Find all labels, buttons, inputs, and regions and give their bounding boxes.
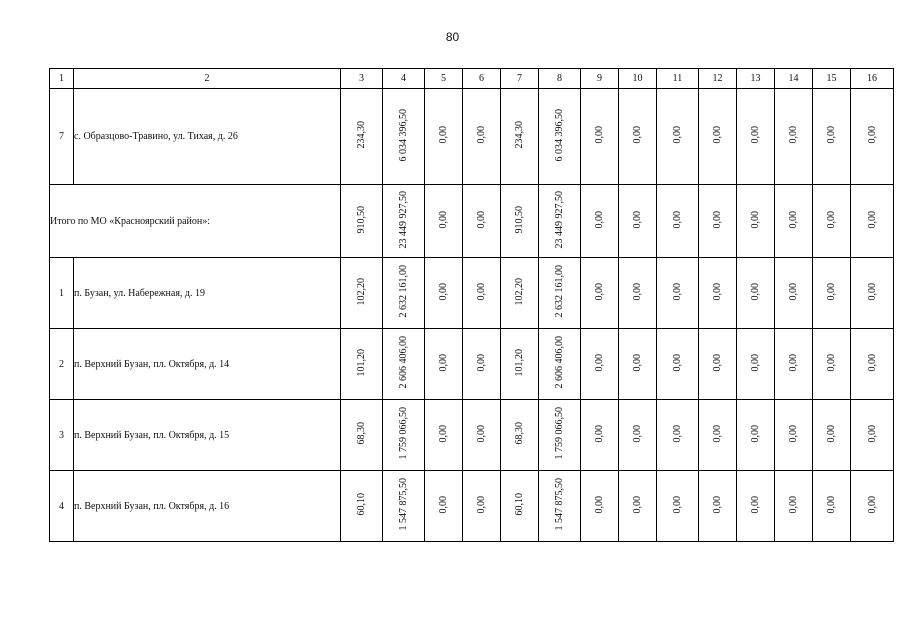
- column-header: 13: [737, 69, 775, 89]
- value-cell: [851, 258, 894, 329]
- value-cell: [851, 400, 894, 471]
- value-text: 2 632 161,00: [398, 265, 409, 318]
- value-text: 60,10: [356, 493, 367, 516]
- value-text: 23 449 927,50: [554, 190, 565, 249]
- value-cell: [813, 329, 851, 400]
- value-cell: [737, 185, 775, 258]
- value-text: 0,00: [712, 353, 723, 372]
- value-text: 0,00: [632, 495, 643, 514]
- value-cell: [341, 471, 383, 542]
- value-cell: [737, 329, 775, 400]
- value-cell: [425, 89, 463, 185]
- value-cell: [813, 185, 851, 258]
- value-text: 2 632 161,00: [554, 265, 565, 318]
- column-header: 12: [699, 69, 737, 89]
- row-number: 1: [50, 258, 74, 329]
- value-cell: [581, 258, 619, 329]
- value-cell: [539, 89, 581, 185]
- row-number: 2: [50, 329, 74, 400]
- value-text: 0,00: [866, 282, 878, 301]
- column-header: 8: [539, 69, 581, 89]
- value-cell: [539, 400, 581, 471]
- value-cell: [619, 400, 657, 471]
- value-text: 910,50: [514, 205, 525, 234]
- value-text: 6 034 396,50: [398, 108, 409, 162]
- value-text: 1 759 066,50: [398, 407, 409, 460]
- column-header: 15: [813, 69, 851, 89]
- header-row: [50, 69, 894, 89]
- column-header: 9: [581, 69, 619, 89]
- value-cell: [813, 400, 851, 471]
- row-number: 3: [50, 400, 74, 471]
- column-header: 5: [425, 69, 463, 89]
- value-cell: [341, 400, 383, 471]
- value-text: 0,00: [672, 282, 683, 301]
- value-cell: [851, 185, 894, 258]
- value-text: 0,00: [632, 424, 643, 443]
- value-text: 0,00: [712, 424, 723, 443]
- value-text: 0,00: [826, 495, 837, 514]
- value-text: 68,30: [514, 422, 525, 445]
- value-text: 0,00: [788, 353, 799, 372]
- value-cell: [539, 185, 581, 258]
- value-cell: [581, 185, 619, 258]
- address-cell: п. Верхний Бузан, пл. Октября, д. 15: [74, 400, 341, 471]
- value-text: 0,00: [594, 495, 605, 514]
- value-cell: [775, 400, 813, 471]
- value-text: 23 449 927,50: [398, 190, 409, 249]
- value-cell: [425, 471, 463, 542]
- value-cell: [501, 329, 539, 400]
- value-cell: [851, 89, 894, 185]
- value-cell: [699, 185, 737, 258]
- value-text: 0,00: [476, 424, 487, 443]
- value-text: 1 759 066,50: [554, 407, 565, 460]
- value-cell: [463, 329, 501, 400]
- value-cell: [383, 258, 425, 329]
- value-cell: [699, 400, 737, 471]
- value-text: 0,00: [788, 495, 799, 514]
- value-text: 60,10: [514, 493, 525, 516]
- value-text: 910,50: [356, 205, 367, 234]
- value-text: 0,00: [438, 353, 449, 372]
- value-text: 0,00: [476, 210, 487, 229]
- value-text: 0,00: [866, 353, 878, 372]
- table-row: [50, 471, 894, 542]
- value-cell: [657, 471, 699, 542]
- value-text: 0,00: [712, 210, 723, 229]
- value-text: 0,00: [788, 126, 799, 144]
- value-text: 0,00: [672, 210, 683, 229]
- value-cell: [341, 89, 383, 185]
- value-cell: [539, 329, 581, 400]
- value-text: 0,00: [750, 353, 761, 372]
- value-text: 0,00: [672, 126, 683, 144]
- column-header: 4: [383, 69, 425, 89]
- value-cell: [425, 185, 463, 258]
- value-text: 101,20: [356, 348, 367, 377]
- value-cell: [539, 258, 581, 329]
- value-text: 0,00: [826, 353, 837, 372]
- column-header: 2: [74, 69, 341, 89]
- value-cell: [463, 258, 501, 329]
- value-cell: [657, 400, 699, 471]
- value-cell: [657, 258, 699, 329]
- value-text: 1 547 875,50: [554, 478, 565, 531]
- address-cell: с. Образцово-Травино, ул. Тихая, д. 26: [74, 89, 341, 185]
- data-table: [49, 68, 894, 542]
- value-cell: [775, 329, 813, 400]
- page-number: 80: [445, 30, 460, 44]
- value-text: 0,00: [750, 424, 761, 443]
- value-text: 101,20: [514, 348, 525, 377]
- value-cell: [737, 400, 775, 471]
- value-text: 0,00: [826, 424, 837, 443]
- value-cell: [501, 258, 539, 329]
- value-cell: [657, 89, 699, 185]
- address-cell: п. Бузан, ул. Набережная, д. 19: [74, 258, 341, 329]
- value-cell: [851, 471, 894, 542]
- value-cell: [619, 185, 657, 258]
- value-cell: [383, 471, 425, 542]
- value-text: 0,00: [866, 210, 878, 229]
- value-cell: [501, 185, 539, 258]
- value-text: 6 034 396,50: [554, 108, 565, 162]
- table-row: [50, 400, 894, 471]
- value-text: 0,00: [750, 282, 761, 301]
- value-text: 0,00: [594, 210, 605, 229]
- value-cell: [775, 258, 813, 329]
- value-cell: [737, 258, 775, 329]
- column-header: 7: [501, 69, 539, 89]
- table-row: [50, 329, 894, 400]
- value-text: 0,00: [632, 353, 643, 372]
- value-text: 0,00: [712, 126, 723, 144]
- value-text: 0,00: [438, 126, 449, 144]
- column-header: 6: [463, 69, 501, 89]
- column-header: 11: [657, 69, 699, 89]
- total-row: [50, 185, 894, 258]
- value-text: 102,20: [356, 277, 367, 306]
- value-text: 0,00: [826, 282, 837, 301]
- value-text: 0,00: [476, 353, 487, 372]
- value-cell: [501, 471, 539, 542]
- value-cell: [813, 258, 851, 329]
- table-body: [50, 69, 894, 542]
- value-cell: [619, 471, 657, 542]
- row-number: 7: [50, 89, 74, 185]
- value-text: 0,00: [712, 495, 723, 514]
- value-text: 0,00: [788, 424, 799, 443]
- value-text: 0,00: [672, 424, 683, 443]
- value-cell: [657, 329, 699, 400]
- value-text: 0,00: [672, 353, 683, 372]
- value-text: 2 606 406,00: [398, 336, 409, 389]
- value-text: 102,20: [514, 277, 525, 306]
- value-cell: [425, 329, 463, 400]
- value-cell: [813, 89, 851, 185]
- value-cell: [657, 185, 699, 258]
- value-cell: [619, 258, 657, 329]
- column-header: 10: [619, 69, 657, 89]
- value-cell: [539, 471, 581, 542]
- value-text: 234,30: [514, 121, 525, 149]
- value-text: 0,00: [788, 282, 799, 301]
- value-text: 0,00: [866, 126, 878, 144]
- value-text: 0,00: [594, 353, 605, 372]
- value-cell: [383, 185, 425, 258]
- value-text: 0,00: [750, 210, 761, 229]
- value-text: 0,00: [750, 126, 761, 144]
- value-text: 1 547 875,50: [398, 478, 409, 531]
- column-header: 14: [775, 69, 813, 89]
- address-cell: п. Верхний Бузан, пл. Октября, д. 14: [74, 329, 341, 400]
- value-cell: [699, 471, 737, 542]
- value-text: 0,00: [712, 282, 723, 301]
- value-cell: [581, 471, 619, 542]
- value-text: 0,00: [438, 282, 449, 301]
- value-text: 0,00: [438, 424, 449, 443]
- value-text: 0,00: [438, 495, 449, 514]
- value-cell: [699, 258, 737, 329]
- value-cell: [341, 185, 383, 258]
- column-header: 16: [851, 69, 894, 89]
- value-cell: [619, 329, 657, 400]
- value-text: 2 606 406,00: [554, 336, 565, 389]
- total-label: Итого по МО «Красноярский район»:: [50, 185, 341, 258]
- value-cell: [463, 185, 501, 258]
- value-text: 0,00: [788, 210, 799, 229]
- value-cell: [341, 258, 383, 329]
- value-text: 68,30: [356, 422, 367, 445]
- value-text: 0,00: [750, 495, 761, 514]
- value-cell: [383, 89, 425, 185]
- value-text: 0,00: [826, 126, 837, 144]
- value-text: 0,00: [594, 126, 605, 144]
- value-cell: [775, 185, 813, 258]
- value-cell: [501, 89, 539, 185]
- value-cell: [813, 471, 851, 542]
- value-text: 0,00: [866, 495, 878, 514]
- value-cell: [425, 400, 463, 471]
- value-text: 0,00: [438, 210, 449, 229]
- value-cell: [341, 329, 383, 400]
- value-cell: [463, 89, 501, 185]
- row-number: 4: [50, 471, 74, 542]
- value-cell: [501, 400, 539, 471]
- value-cell: [775, 89, 813, 185]
- value-cell: [851, 329, 894, 400]
- column-header: 3: [341, 69, 383, 89]
- value-text: 0,00: [632, 282, 643, 301]
- value-text: 0,00: [632, 210, 643, 229]
- column-header: 1: [50, 69, 74, 89]
- value-cell: [737, 89, 775, 185]
- value-cell: [425, 258, 463, 329]
- value-cell: [737, 471, 775, 542]
- value-text: 0,00: [594, 424, 605, 443]
- value-cell: [619, 89, 657, 185]
- value-text: 0,00: [476, 282, 487, 301]
- value-text: 234,30: [356, 121, 367, 149]
- value-text: 0,00: [866, 424, 878, 443]
- table-row: [50, 89, 894, 185]
- value-cell: [581, 89, 619, 185]
- value-text: 0,00: [476, 126, 487, 144]
- value-cell: [383, 400, 425, 471]
- value-cell: [581, 400, 619, 471]
- table-row: [50, 258, 894, 329]
- value-text: 0,00: [632, 126, 643, 144]
- value-text: 0,00: [672, 495, 683, 514]
- value-cell: [383, 329, 425, 400]
- value-text: 0,00: [594, 282, 605, 301]
- value-cell: [775, 471, 813, 542]
- value-cell: [463, 400, 501, 471]
- value-cell: [699, 89, 737, 185]
- value-cell: [581, 329, 619, 400]
- value-cell: [463, 471, 501, 542]
- address-cell: п. Верхний Бузан, пл. Октября, д. 16: [74, 471, 341, 542]
- value-text: 0,00: [476, 495, 487, 514]
- value-text: 0,00: [826, 210, 837, 229]
- value-cell: [699, 329, 737, 400]
